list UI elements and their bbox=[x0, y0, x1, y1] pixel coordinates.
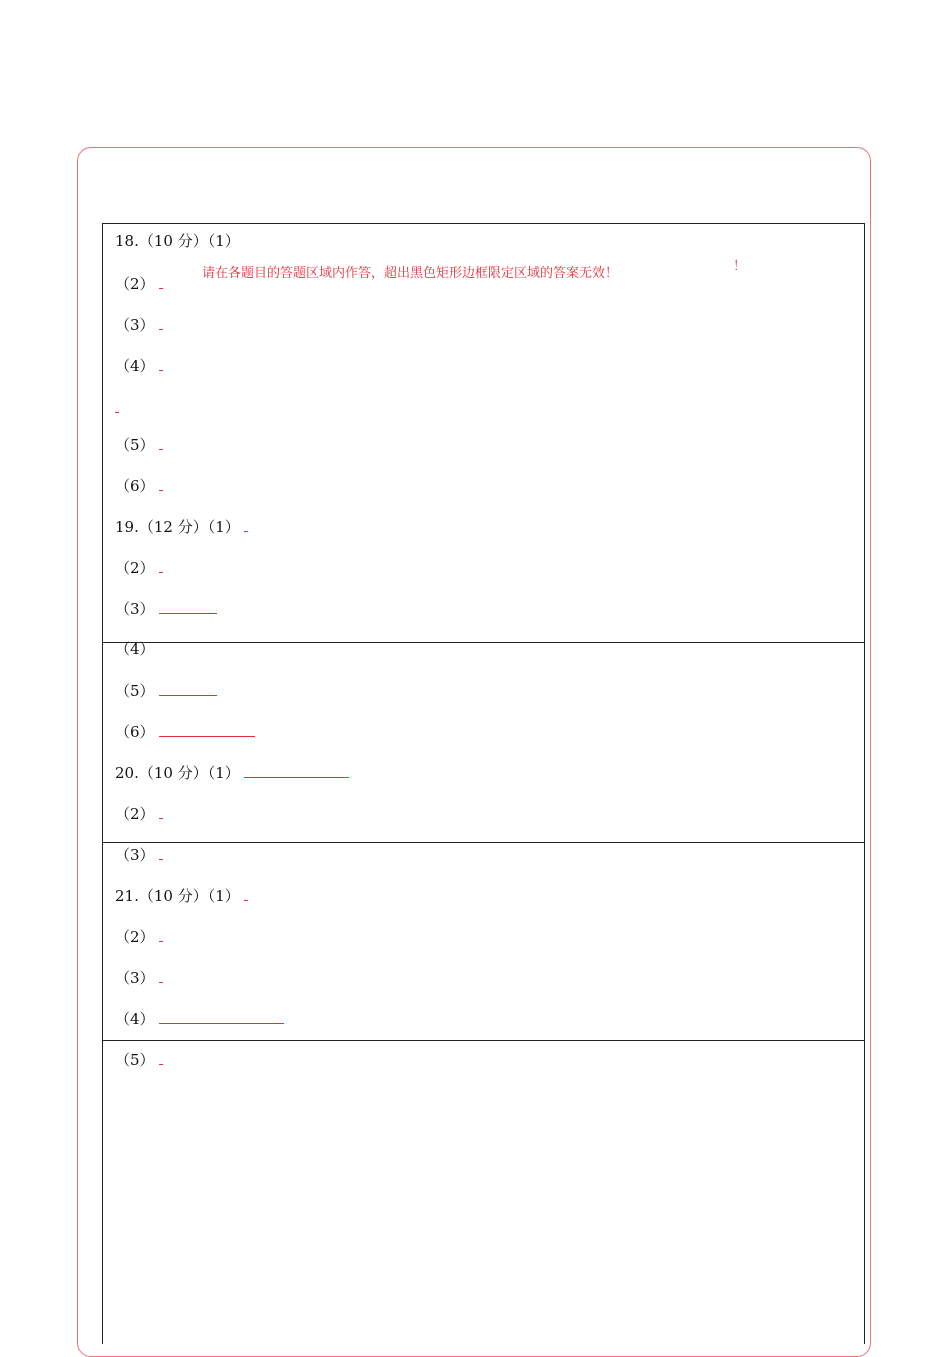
q21-part-3-label: （3） bbox=[115, 969, 155, 987]
q20-header bbox=[115, 763, 349, 782]
q20-part-1-answer-blank[interactable] bbox=[244, 763, 349, 778]
q20-part-3-label: （3） bbox=[115, 846, 155, 864]
q18-part-4 bbox=[115, 356, 163, 375]
q19-part-2-label: （2） bbox=[115, 559, 155, 577]
q21-part-4 bbox=[115, 1009, 284, 1028]
q21-part-3 bbox=[115, 968, 163, 987]
q21-part-4-answer-blank[interactable] bbox=[159, 1009, 284, 1024]
q18-header-label: 18.（10 分）（1） bbox=[115, 232, 240, 250]
q19-header bbox=[115, 517, 248, 536]
q18-part-4-label: （4） bbox=[115, 357, 155, 375]
q19-part-4-label: （4） bbox=[115, 640, 155, 658]
q19-part-5 bbox=[115, 681, 217, 700]
q21-part-2-answer-blank[interactable] bbox=[159, 927, 163, 942]
notice-mark: ！ bbox=[733, 259, 747, 274]
q21-part-5-answer-blank[interactable] bbox=[159, 1050, 163, 1065]
q21-header bbox=[115, 886, 248, 905]
answer-region-notice: 请在各题目的答题区域内作答，超出黑色矩形边框限定区域的答案无效！ bbox=[202, 266, 619, 281]
q18-part-3 bbox=[115, 315, 163, 334]
q18-part-2-answer-blank[interactable] bbox=[159, 274, 163, 289]
q18-part-5 bbox=[115, 435, 163, 454]
q18-part-6 bbox=[115, 476, 163, 495]
q18-part-6-answer-blank[interactable] bbox=[159, 476, 163, 491]
q18-part-6-label: （6） bbox=[115, 477, 155, 495]
section-divider-2 bbox=[102, 842, 865, 843]
q19-part-6 bbox=[115, 722, 255, 741]
q18-part-4-answer-blank-continued[interactable] bbox=[115, 404, 119, 413]
q19-header-label: 19.（12 分）（1） bbox=[115, 518, 240, 536]
q21-part-1-answer-blank[interactable] bbox=[244, 886, 248, 901]
q19-part-1-answer-blank[interactable] bbox=[244, 517, 248, 532]
q21-part-4-label: （4） bbox=[115, 1010, 155, 1028]
q19-part-6-label: （6） bbox=[115, 723, 155, 741]
q21-part-5 bbox=[115, 1050, 163, 1069]
q20-part-3 bbox=[115, 845, 163, 864]
q18-header bbox=[115, 232, 240, 250]
q20-part-2 bbox=[115, 804, 163, 823]
q18-part-5-label: （5） bbox=[115, 436, 155, 454]
q18-part-3-answer-blank[interactable] bbox=[159, 315, 163, 330]
q18-part-2 bbox=[115, 274, 163, 293]
q18-part-2-label: （2） bbox=[115, 275, 155, 293]
q21-part-5-label: （5） bbox=[115, 1051, 155, 1069]
q19-part-3 bbox=[115, 599, 217, 618]
q19-part-5-label: （5） bbox=[115, 682, 155, 700]
answer-region-top-border bbox=[102, 223, 865, 224]
q21-part-3-answer-blank[interactable] bbox=[159, 968, 163, 983]
answer-region-box bbox=[102, 223, 865, 1344]
q20-part-3-answer-blank[interactable] bbox=[159, 845, 163, 860]
section-divider-3 bbox=[102, 1040, 865, 1041]
q19-part-2-answer-blank[interactable] bbox=[159, 558, 163, 573]
q20-part-2-label: （2） bbox=[115, 805, 155, 823]
q19-part-2 bbox=[115, 558, 163, 577]
q19-part-3-answer-blank[interactable] bbox=[159, 599, 217, 614]
q18-part-4-answer-blank[interactable] bbox=[159, 356, 163, 371]
q20-header-label: 20.（10 分）（1） bbox=[115, 764, 240, 782]
q19-part-4 bbox=[115, 640, 155, 658]
q19-part-3-label: （3） bbox=[115, 600, 155, 618]
q19-part-6-answer-blank[interactable] bbox=[159, 722, 255, 737]
q21-header-label: 21.（10 分）（1） bbox=[115, 887, 240, 905]
section-divider-1 bbox=[102, 642, 865, 643]
q21-part-2 bbox=[115, 927, 163, 946]
q19-part-5-answer-blank[interactable] bbox=[159, 681, 217, 696]
q21-part-2-label: （2） bbox=[115, 928, 155, 946]
q20-part-2-answer-blank[interactable] bbox=[159, 804, 163, 819]
q18-part-3-label: （3） bbox=[115, 316, 155, 334]
q18-part-5-answer-blank[interactable] bbox=[159, 435, 163, 450]
